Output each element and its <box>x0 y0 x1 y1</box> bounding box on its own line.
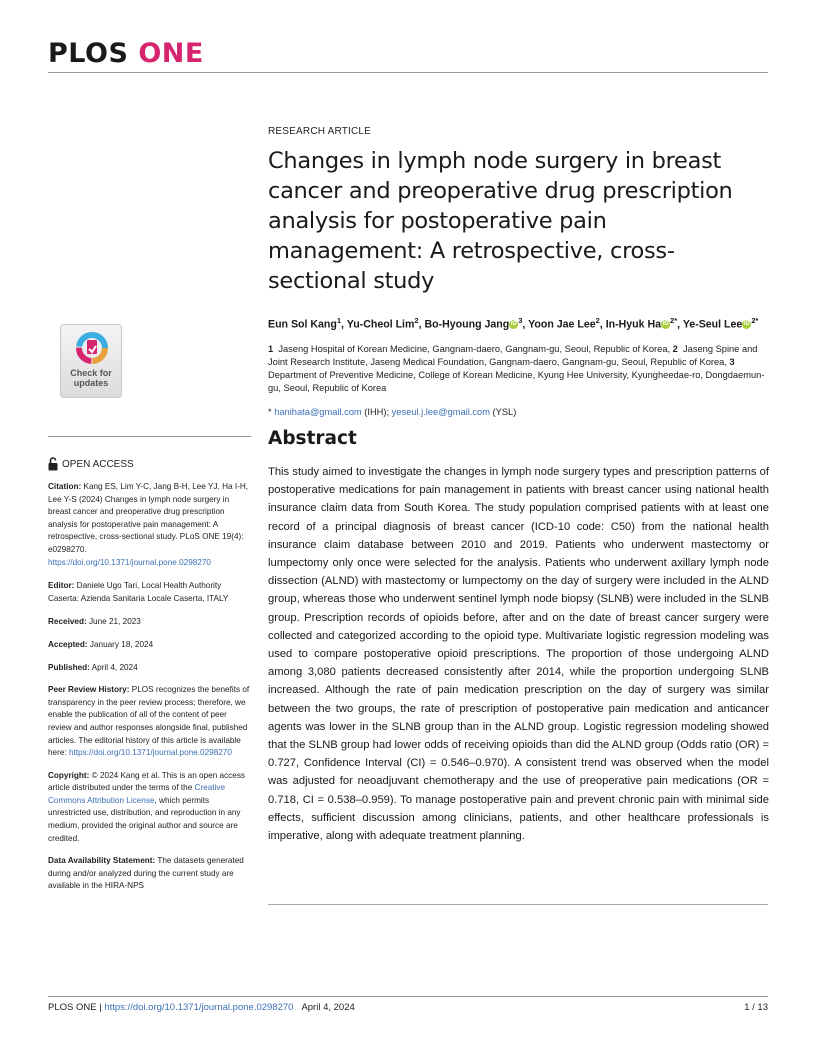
peer-review-label: Peer Review History: <box>48 685 130 695</box>
received-label: Received: <box>48 617 87 627</box>
email-link-ihh[interactable]: hanihata@gmail.com <box>274 406 362 417</box>
citation-text: Kang ES, Lim Y-C, Jang B-H, Lee YJ, Ha I-H, Lee Y-S (2024) Changes in lymph node surgery in breast cancer and preoperative drug prescription analysis for postoperative pain management: A retrospective, cross-sectional study. PLoS ONE 19(4): e0298270. <box>48 482 249 554</box>
footer-journal: PLOS ONE <box>48 1002 97 1013</box>
affiliation-text: Department of Preventive Medicine, College of Korean Medicine, Kyung Hee University, Kyungheedae-ro, Dongdaemun-gu, Seoul, Republic of Korea <box>268 369 765 393</box>
data-availability-text: The datasets generated during and/or analyzed during the current study are available in the HIRA-NPS <box>48 856 244 891</box>
journal-logo-one: ONE <box>138 38 204 69</box>
check-updates-text <box>61 368 121 388</box>
received-date: June 21, 2023 <box>86 617 141 627</box>
footer-date: April 4, 2024 <box>301 1002 355 1013</box>
orcid-icon[interactable]: iD <box>510 321 517 328</box>
accepted-block <box>48 639 251 652</box>
author-name: Yoon Jae Lee <box>528 318 596 331</box>
footer-separator: | <box>96 1002 105 1013</box>
check-for-updates-badge[interactable] <box>60 324 122 398</box>
author-separator: , <box>599 318 606 331</box>
accepted-label: Accepted: <box>48 639 88 649</box>
open-lock-icon <box>48 457 58 471</box>
copyright-text-1: © 2024 Kang et al. This is an open access article distributed under the terms of the <box>48 770 246 793</box>
author-affiliation-marker: 2 <box>414 316 419 325</box>
corr-prefix: * <box>268 406 275 417</box>
author-separator: , <box>418 318 425 331</box>
author-name: Bo-Hyoung Jang <box>424 318 510 331</box>
affiliation-text: Jaseng Spine and Joint Research Institute, Jaseng Medical Foundation, Gangnam-daero, Gangnam-gu, Seoul, Republic of Korea, <box>268 343 758 367</box>
corr-who-2: (YSL) <box>489 406 517 417</box>
header-divider <box>48 72 768 73</box>
page-footer <box>48 1002 355 1013</box>
peer-review-text: PLOS recognizes the benefits of transparency in the peer review process; therefore, we enable the publication of all of the content of peer review and author responses alongside final, published articles. The editorial history of this article is available here: <box>48 685 250 758</box>
author-separator: , <box>677 318 683 331</box>
affiliation-number: 1 <box>268 343 274 354</box>
abstract-divider <box>268 904 768 905</box>
editor-label: Editor: <box>48 581 75 591</box>
check-updates-icon <box>75 331 109 365</box>
orcid-icon[interactable]: iD <box>662 321 669 328</box>
affiliation-text: Jaseng Hospital of Korean Medicine, Gangnam-daero, Gangnam-gu, Seoul, Republic of Korea, <box>278 343 673 354</box>
editor-block <box>48 580 251 605</box>
journal-logo <box>48 38 204 69</box>
page-number: 1 / 13 <box>744 1002 768 1013</box>
cc-license-link[interactable]: Creative Commons Attribution License <box>48 783 226 805</box>
open-access-label <box>48 457 251 471</box>
author-name: Eun Sol Kang <box>268 318 337 331</box>
accepted-date: January 18, 2024 <box>87 639 154 649</box>
received-block <box>48 616 251 629</box>
orcid-icon[interactable]: iD <box>743 321 750 328</box>
correspondence <box>268 407 768 417</box>
author-list <box>268 312 768 334</box>
sidebar-divider <box>48 436 251 437</box>
author-affiliation-marker: 2 <box>595 316 600 325</box>
copyright-text-2: , which permits unrestricted use, distribution, and reproduction in any medium, provided the original author and source are credited. <box>48 795 241 843</box>
article-title: Changes in lymph node surgery in breast cancer and preoperative drug prescription analysis for postoperative pain management: A retrospective, cross-sectional study <box>268 148 733 294</box>
article-header <box>268 126 768 417</box>
journal-logo-plos: PLOS <box>48 38 129 69</box>
published-date: April 4, 2024 <box>89 662 138 672</box>
data-availability-block <box>48 855 251 893</box>
citation-block <box>48 481 251 569</box>
editor-text: Daniele Ugo Tari, Local Health Authority Caserta: Azienda Sanitaria Locale Caserta, ITALY <box>48 581 229 603</box>
author-affiliation-marker: 2* <box>751 316 759 325</box>
copyright-label: Copyright: <box>48 770 90 780</box>
citation-doi-link[interactable]: https://doi.org/10.1371/journal.pone.0298270 <box>48 557 211 567</box>
article-type: RESEARCH ARTICLE <box>268 126 372 137</box>
author-name: Yu-Cheol Lim <box>346 318 415 331</box>
author-name: In-Hyuk Ha <box>605 318 662 331</box>
abstract-heading: Abstract <box>268 428 357 449</box>
check-updates-line2: updates <box>73 378 109 388</box>
corr-who-1: (IHH); <box>361 406 392 417</box>
email-link-ysl[interactable]: yeseul.j.lee@gmail.com <box>391 406 490 417</box>
author-affiliation-marker: 2* <box>670 316 678 325</box>
affiliation-number: 2 <box>672 343 678 354</box>
open-access-text: OPEN ACCESS <box>62 458 134 470</box>
author-separator: , <box>341 318 347 331</box>
peer-review-block <box>48 684 251 760</box>
data-availability-label: Data Availability Statement: <box>48 856 156 866</box>
footer-doi-link[interactable]: https://doi.org/10.1371/journal.pone.0298270 <box>104 1002 294 1013</box>
check-updates-line1: Check for <box>70 368 112 378</box>
author-affiliation-marker: 1 <box>336 316 342 325</box>
author-separator: , <box>522 318 529 331</box>
sidebar <box>48 436 251 893</box>
published-label: Published: <box>48 662 90 672</box>
peer-review-link[interactable]: https://doi.org/10.1371/journal.pone.0298270 <box>68 748 232 758</box>
affiliation-number: 3 <box>729 356 735 367</box>
author-affiliation-marker: 3 <box>518 316 523 325</box>
author-name: Ye-Seul Lee <box>682 318 743 331</box>
copyright-block <box>48 770 251 846</box>
published-block <box>48 662 251 675</box>
citation-label: Citation: <box>48 482 82 491</box>
abstract-text: This study aimed to investigate the changes in lymph node surgery types and prescription patterns of postoperative medications for pain management in patients with breast cancer using national health insurance claim data from South Korea. The study population comprised patients with at least one record of a principal diagnosis of breast cancer (ICD-10 code: C50) from the national health insurance claim database between 2010 and 2019. Patients who underwent mastectomy or lumpectomy only once were selected for the analysis. Patients who underwent axillary lymph node dissection (ALND) with mastectomy or lumpectomy on the day of surgery were included in the ALND group, whereas those who underwent sentinel lymph node biopsy (SLNB) were included in the SLNB group. Prescription records of opioids before, after and on the date of breast cancer surgery were collected and categorized according to the opioid type. Multivariate logistic regression modeling was used to compare postoperative opioid prescriptions. The proportion of those undergoing ALND among 3,080 patients decreased consistently after 2014, while the proportion undergoing SLNB increased. Although the rate of pain medication prescription on the day of surgery was similar between the two groups, the rate of prescription of postoperative pain medication and anticancer agents was lower in the SLNB group than in the ALND group. Logistic regression modeling showed that the SLNB group had lower odds of receiving opioids than did the ALND group (Odds ratio (OR) = 0.727, Confidence Interval (CI) = 0.546–0.970). A consistent trend was observed when the model was adjusted for neoadjuvant chemotherapy and the use of preoperative pain medications (OR = 0.718, CI = 0.538–0.959). To manage postoperative pain and prevent chronic pain with minimal side effects, sufficient discussion among clinicians, patients, and other healthcare professionals is imperative, along with adequate treatment planning. <box>268 466 769 843</box>
footer-divider <box>48 996 768 997</box>
affiliations <box>268 343 768 395</box>
